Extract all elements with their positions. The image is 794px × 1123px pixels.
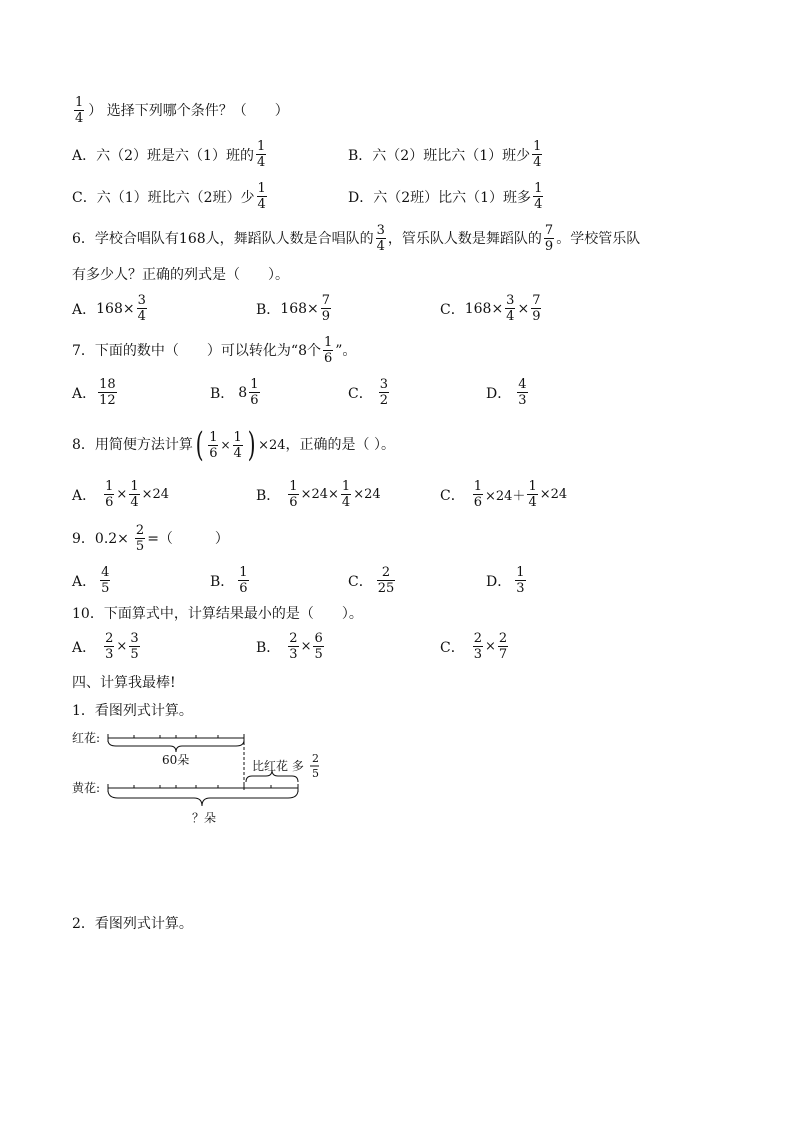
q10-option-c: C． $\frac{2}{3}$ × $\frac{2}{7}$ bbox=[440, 631, 508, 662]
fraction: $\frac{1}{4}$ bbox=[341, 479, 351, 510]
fraction: $\frac{3}{4}$ bbox=[376, 223, 385, 254]
fraction: $\frac{2}{3}$ bbox=[289, 631, 298, 662]
q8-option-b: B． $\frac{1}{6}$ ×24× $\frac{1}{4}$ ×24 bbox=[256, 479, 381, 510]
segment-diagram bbox=[66, 726, 346, 830]
q5-option-a: A． 六（2）班是六（1）班的 $\frac{1}{4}$ bbox=[72, 139, 266, 170]
q7-option-b: B． 8 $\frac{1}{6}$ bbox=[210, 377, 259, 408]
fraction: $\frac{2}{3}$ bbox=[105, 631, 114, 662]
q9-option-c: C． $\frac{2}{25}$ bbox=[348, 565, 395, 596]
fraction: $\frac{3}{4}$ bbox=[506, 293, 515, 324]
q9-option-b: B． $\frac{1}{6}$ bbox=[210, 565, 248, 596]
q8-option-c: C． $\frac{1}{6}$ ×24＋ $\frac{1}{4}$ ×24 bbox=[440, 479, 568, 510]
q5-option-d: D． 六（2班）比六（1）班多 $\frac{1}{4}$ bbox=[348, 181, 543, 212]
fraction: $\frac{7}{9}$ bbox=[532, 293, 541, 324]
yellow-flower-bar bbox=[108, 784, 298, 806]
fraction: $\frac{1}{6}$ bbox=[239, 565, 248, 596]
q9-option-a: A． $\frac{4}{5}$ bbox=[72, 565, 110, 596]
fraction: $\frac{2}{3}$ bbox=[473, 631, 482, 662]
fraction: $\frac{18}{12}$ bbox=[99, 377, 116, 408]
fraction: $\frac{1}{6}$ bbox=[250, 377, 259, 408]
q6-option-b: B． 168× $\frac{7}{9}$ bbox=[256, 293, 331, 324]
fraction: $\frac{1}{6}$ bbox=[209, 429, 218, 461]
q6-option-a: A． 168× $\frac{3}{4}$ bbox=[72, 293, 146, 324]
red-flower-bar bbox=[108, 734, 244, 752]
fraction: $\frac{1}{6}$ bbox=[105, 479, 114, 510]
fraction: $\frac{4}{5}$ bbox=[101, 565, 110, 596]
q10-stem: 10．下面算式中，计算结果最小的是（ ）。 bbox=[72, 606, 363, 622]
red-brace bbox=[108, 740, 244, 752]
fraction: $\frac{1}{4}$ bbox=[130, 479, 139, 510]
red-flower-label: 红花: bbox=[72, 731, 101, 745]
fraction: $\frac{1}{4}$ bbox=[257, 181, 266, 212]
fraction: $\frac{3}{2}$ bbox=[379, 377, 388, 408]
q10-option-b: B． $\frac{2}{3}$ × $\frac{6}{5}$ bbox=[256, 631, 323, 662]
fraction: $\frac{3}{5}$ bbox=[130, 631, 139, 662]
q6-option-c: C． 168× $\frac{3}{4}$ × $\frac{7}{9}$ bbox=[440, 293, 541, 324]
more-frac-num: 2 bbox=[312, 752, 319, 765]
more-frac-den: 5 bbox=[312, 767, 319, 780]
q5-option-c: C． 六（1）班比六（2班）少 $\frac{1}{4}$ bbox=[72, 181, 266, 212]
fraction: $\frac{3}{4}$ bbox=[137, 293, 146, 324]
fraction: $\frac{1}{3}$ bbox=[516, 565, 525, 596]
fraction: $\frac{4}{3}$ bbox=[518, 377, 527, 408]
q10-option-a: A． $\frac{2}{3}$ × $\frac{3}{5}$ bbox=[72, 631, 139, 662]
item-2-heading: 2．看图列式计算。 bbox=[72, 916, 193, 932]
q7-option-d: D． $\frac{4}{3}$ bbox=[486, 377, 527, 408]
fraction: $\frac{1}{4}$ bbox=[533, 139, 542, 170]
fraction: $\frac{7}{9}$ bbox=[544, 223, 554, 254]
fraction: $\frac{1}{4}$ bbox=[528, 479, 537, 510]
q5-tail bbox=[72, 96, 289, 125]
q7-option-c: C． $\frac{3}{2}$ bbox=[348, 377, 388, 408]
fraction: $\frac{1}{4}$ bbox=[256, 139, 266, 170]
q6-stem-line2: 有多少人？正确的列式是（ ）。 bbox=[72, 267, 289, 283]
fraction: $\frac{2}{7}$ bbox=[498, 631, 508, 662]
q5-option-b: B． 六（2）班比六（1）班少 $\frac{1}{4}$ bbox=[348, 139, 542, 170]
q9-stem: 9．0.2× $\frac{2}{5}$ =（ ） bbox=[72, 523, 229, 554]
q7-option-a: A． $\frac{18}{12}$ bbox=[72, 377, 116, 408]
fraction: $\frac{1}{6}$ bbox=[473, 479, 482, 510]
fraction: $\frac{1}{4}$ bbox=[534, 181, 543, 212]
yellow-count-label: ？朵 bbox=[192, 811, 217, 825]
q7-stem: 7．下面的数中（ ）可以转化为“8个 $\frac{1}{6}$ ”。 bbox=[72, 335, 357, 366]
q9-option-d: D． $\frac{1}{3}$ bbox=[486, 565, 525, 596]
q5-question-text: ） 选择下列哪个条件？（ ） bbox=[88, 102, 289, 119]
q6-stem: 6．学校合唱队有168人，舞蹈队人数是合唱队的 $\frac{3}{4}$ ，管乐队人数是舞蹈队的 $\frac{7}{9}$ 。学校管乐队 bbox=[72, 223, 641, 254]
item-1-heading: 1．看图列式计算。 bbox=[72, 703, 193, 719]
section-heading: 四、计算我最棒! bbox=[72, 675, 176, 691]
fraction: $\frac{6}{5}$ bbox=[314, 631, 323, 662]
fraction: $\frac{1}{4}$ bbox=[75, 95, 84, 126]
yellow-brace bbox=[108, 790, 298, 806]
yellow-flower-label: 黄花: bbox=[72, 781, 101, 795]
q8-stem: 8．用简便方法计算 ( $\frac{1}{6}$ × $\frac{1}{4}$ ) ×24 ，正确的是（ ）。 bbox=[72, 425, 395, 465]
red-count-label: 60朵 bbox=[162, 753, 190, 767]
fraction: $\frac{1}{4}$ bbox=[233, 429, 242, 461]
fraction: $\frac{2}{25}$ bbox=[377, 565, 395, 596]
more-label: 比红花 多 bbox=[252, 759, 304, 773]
fraction: $\frac{2}{5}$ bbox=[135, 523, 145, 554]
fraction: $\frac{1}{6}$ bbox=[289, 479, 298, 510]
fraction: $\frac{1}{6}$ bbox=[323, 335, 333, 366]
q8-option-a: A． $\frac{1}{6}$ × $\frac{1}{4}$ ×24 bbox=[72, 479, 170, 510]
fraction: $\frac{7}{9}$ bbox=[321, 293, 331, 324]
